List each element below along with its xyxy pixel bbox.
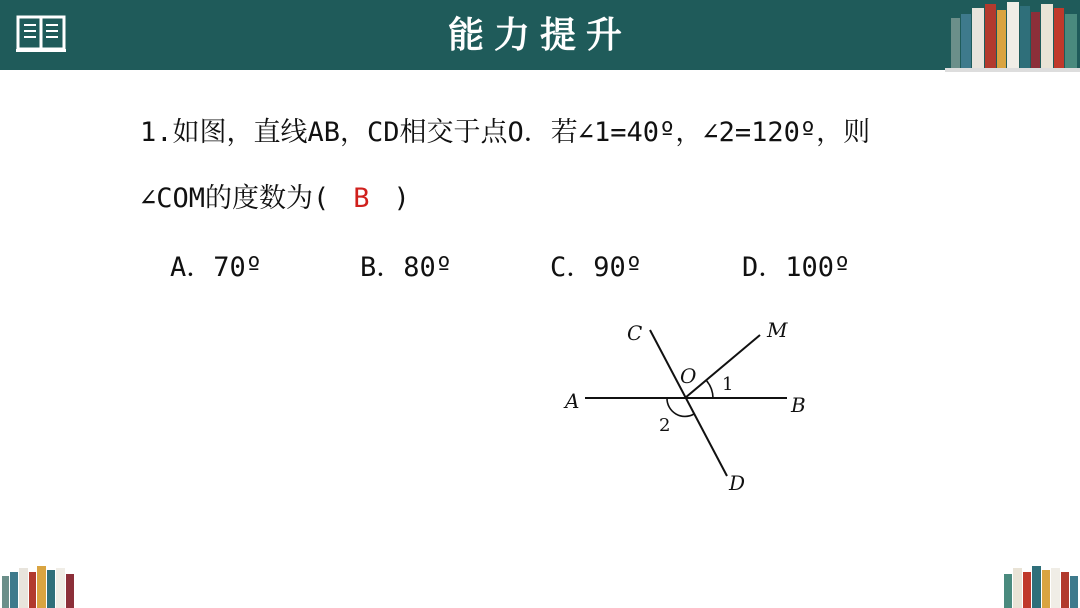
question-line-2 (140, 176, 410, 215)
label-b: B (791, 393, 806, 417)
geometry-figure (555, 310, 825, 500)
question-close-paren: ) (393, 183, 410, 214)
option-c: C．90º (550, 252, 643, 283)
angle-1-arc (706, 380, 713, 398)
page-title: 能力提升 (447, 14, 632, 56)
option-b: B．80º (360, 252, 453, 283)
line-cd (650, 330, 727, 476)
label-c: C (627, 321, 643, 345)
option-d: D．100º (742, 252, 851, 283)
books-decoration-icon (1000, 566, 1080, 608)
label-m: M (767, 318, 788, 342)
books-decoration-icon (945, 0, 1080, 72)
answer-choice: B (353, 183, 370, 214)
label-angle-2: 2 (659, 415, 671, 436)
question-line-1: 1.如图，直线AB，CD相交于点O．若∠1=40º，∠2=120º，则 (140, 117, 871, 148)
label-o: O (680, 364, 697, 388)
question-stem: ∠COM的度数为( (140, 183, 330, 214)
header-bar (0, 0, 1080, 70)
label-a: A (565, 389, 580, 413)
label-d: D (729, 471, 746, 495)
books-decoration-icon (0, 566, 80, 608)
option-a: A．70º (170, 252, 263, 283)
label-angle-1: 1 (722, 374, 734, 395)
